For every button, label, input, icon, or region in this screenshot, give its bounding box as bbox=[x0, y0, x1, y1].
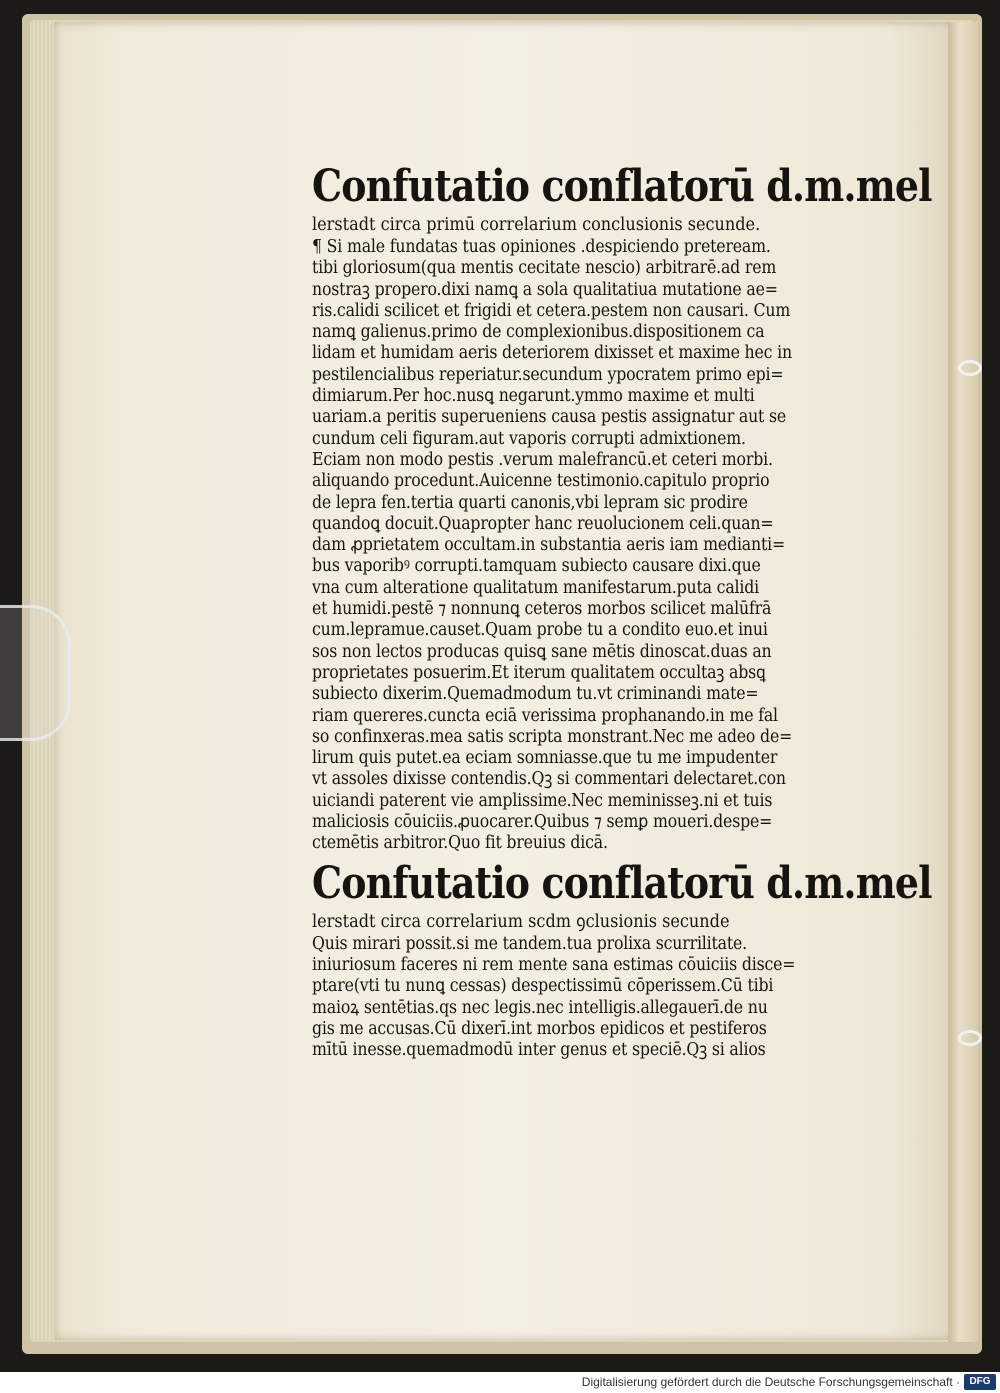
funding-credit: Digitalisierung gefördert durch die Deutsche Forschungsgemeinschaft · bbox=[581, 1375, 960, 1389]
text-line: cum.lepramue.causet.Quam probe tu a condito euo.et inui bbox=[312, 620, 768, 641]
text-line: nostraꝫ propero.dixi namꝗ a sola qualitatiua mutatione ae= bbox=[312, 279, 778, 300]
section-heading: Confutatio conflatorū d.m.mel bbox=[312, 161, 932, 212]
text-line: lidam et humidam aeris deteriorem dixisset et maxime hec in bbox=[312, 343, 792, 364]
text-line: ¶ Si male fundatas tuas opiniones .despiciendo preteream. bbox=[312, 237, 771, 257]
text-line: cundum celi figuram.aut vaporis corrupti admixtionem. bbox=[312, 428, 746, 449]
text-line: de lepra fen.tertia quarti canonis,vbi lepram sic prodire bbox=[312, 492, 748, 513]
text-line: subiecto dixerim.Quemadmodum tu.vt criminandi mate= bbox=[312, 684, 759, 705]
text-line: aliquando procedunt.Auicenne testimonio.capitulo proprio bbox=[312, 471, 770, 492]
section-2 bbox=[312, 857, 932, 1062]
text-line: tibi gloriosum(qua mentis cecitate nescio) arbitrarē.ad rem bbox=[312, 258, 777, 279]
paragraph bbox=[312, 934, 912, 1062]
text-line: proprietates posuerim.Et iterum qualitatem occultaꝫ absꝗ bbox=[312, 662, 766, 683]
text-line: ris.calidi scilicet et frigidi et cetera.pestem non causari. Cum bbox=[312, 300, 791, 321]
text-line: pestilencialibus reperiatur.secundum ypocratem primo epi= bbox=[312, 364, 784, 385]
text-line: ptare(vti tu nunꝗ cessas) despectissimū cōperissem.Cū tibi bbox=[312, 976, 774, 997]
page-clip bbox=[0, 605, 71, 741]
text-line: dam ꝓprietatem occultam.in substantia aeris iam medianti= bbox=[312, 535, 786, 556]
text-line: maioꝝ sentētias.qs nec legis.nec intelligis.allegauerī.de nu bbox=[312, 997, 768, 1018]
text-line: dimiarum.Per hoc.nusꝗ negarunt.ymmo maxime et multi bbox=[312, 386, 755, 407]
text-line: quandoꝗ docuit.Quapropter hanc reuolucionem celi.quan= bbox=[312, 513, 774, 534]
text-line: iniuriosum faceres ni rem mente sana estimas cōuiciis disce= bbox=[312, 954, 796, 975]
text-line: riam quereres.cuncta eciā verissima prophanando.in me fal bbox=[312, 705, 778, 726]
binding-thread bbox=[958, 360, 982, 376]
text-line: vna cum alteratione qualitatum manifestarum.puta calidi bbox=[312, 577, 760, 598]
text-line: Quis mirari possit.si me tandem.tua prolixa scurrilitate. bbox=[312, 933, 747, 954]
text-line: mītū inesse.quemadmodū inter genus et speciē.Qꝫ si alios bbox=[312, 1040, 766, 1061]
text-line: ctemētis arbitror.Quo fit breuius dicā. bbox=[312, 833, 608, 854]
dfg-logo: DFG bbox=[964, 1374, 996, 1390]
text-line: namꝗ galienus.primo de complexionibus.dispositionem ca bbox=[312, 322, 765, 343]
section-subheading: lerstadt circa correlarium scdm ꝯclusionis secunde bbox=[312, 911, 730, 932]
text-line: lirum quis putet.ea eciam somniasse.que tu me impudenter bbox=[312, 748, 778, 769]
text-line: sos non lectos producas quisꝗ sane mētis dinoscat.duas an bbox=[312, 641, 772, 662]
text-line: Eciam non modo pestis .verum malefrancū.et ceteri morbi. bbox=[312, 449, 773, 470]
text-line: uiciandi paterent vie amplissime.Nec meminisseꝫ.ni et tuis bbox=[312, 790, 773, 811]
text-line: so confinxeras.mea satis scripta monstrant.Nec me adeo de= bbox=[312, 726, 793, 747]
footer-bar bbox=[0, 1372, 1000, 1393]
paragraph bbox=[312, 237, 912, 855]
section-subheading: lerstadt circa primū correlarium conclusionis secunde. bbox=[312, 215, 761, 235]
text-line: bus vaporibꝰ corrupti.tamquam subiecto causare dixi.que bbox=[312, 556, 761, 577]
text-line: vt assoles dixisse contendis.Qꝫ si commentari delectaret.con bbox=[312, 769, 786, 790]
book-gutter bbox=[948, 22, 978, 1342]
text-line: uariam.a peritis superueniens causa pestis assignatur aut se bbox=[312, 407, 787, 428]
section-heading: Confutatio conflatorū d.m.mel bbox=[312, 857, 932, 909]
section-1 bbox=[312, 160, 932, 855]
text-line: et humidi.pestē ⁊ nonnunꝗ ceteros morbos scilicet malūfrā bbox=[312, 599, 772, 620]
text-block bbox=[312, 160, 932, 1061]
text-line: gis me accusas.Cū dixerī.int morbos epidicos et pestiferos bbox=[312, 1018, 767, 1039]
binding-thread bbox=[958, 1030, 982, 1046]
text-line: maliciosis cōuiciis.ꝓuocarer.Quibus ⁊ semꝑ moueri.despe= bbox=[312, 812, 773, 833]
